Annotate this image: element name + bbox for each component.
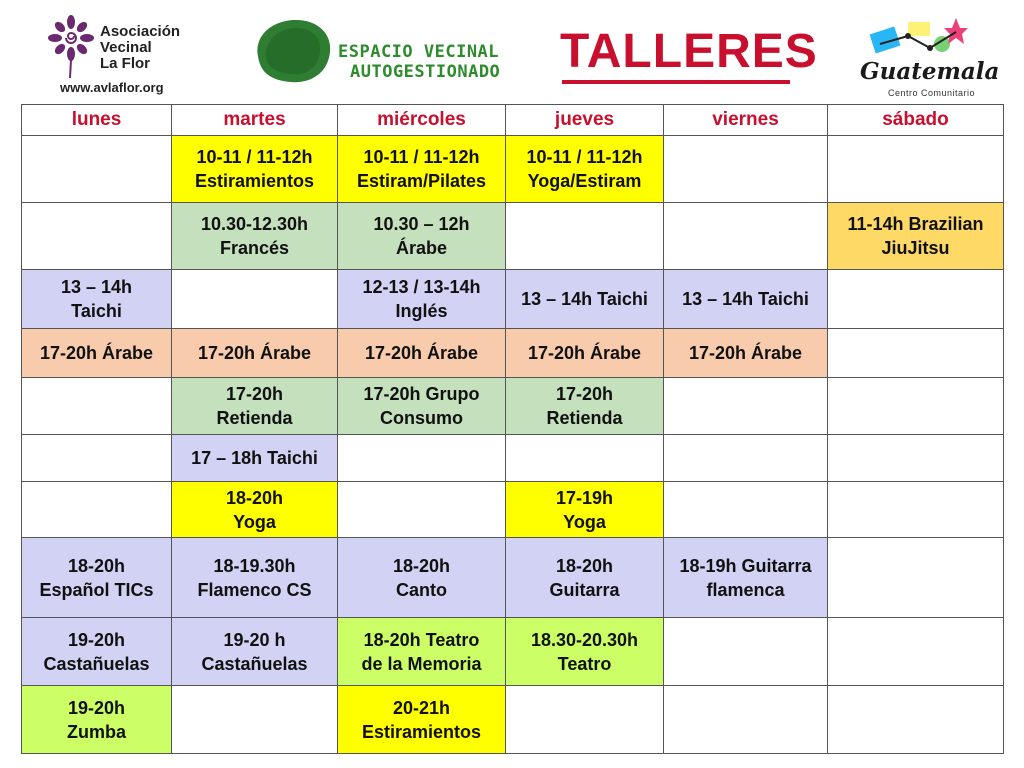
class-slot-label: 17-20h Árabe: [197, 343, 312, 363]
class-slot: [506, 136, 664, 203]
empty-slot: [22, 136, 172, 203]
class-slot: [172, 482, 338, 538]
class-slot: [172, 435, 338, 482]
empty-slot: [828, 482, 1004, 538]
class-slot-label: 19-20h Castañuelas: [43, 629, 150, 674]
day-header: martes: [172, 105, 338, 136]
empty-slot: [828, 270, 1004, 329]
empty-slot: [172, 270, 338, 329]
class-slot: [172, 203, 338, 270]
schedule-row: [22, 378, 1004, 435]
schedule-table: [21, 104, 1004, 754]
empty-slot: [828, 435, 1004, 482]
empty-slot: [506, 686, 664, 754]
empty-slot: [22, 203, 172, 270]
org-name: Asociación Vecinal La Flor: [100, 23, 181, 72]
class-slot: [338, 203, 506, 270]
empty-slot: [22, 378, 172, 435]
espacio-vecinal-logo: [252, 16, 522, 88]
class-slot-label: 17-20h Árabe: [364, 343, 479, 363]
class-slot: [506, 482, 664, 538]
class-slot-label: 13 – 14h Taichi: [60, 277, 133, 321]
class-slot-label: 17 – 18h Taichi: [191, 448, 318, 468]
empty-slot: [338, 482, 506, 538]
class-slot: [338, 618, 506, 686]
space-name-line1: ESPACIO VECINAL: [338, 42, 500, 62]
class-slot-label: 17-19h Yoga: [555, 487, 614, 532]
day-header: lunes: [22, 105, 172, 136]
schedule-row: [22, 538, 1004, 618]
schedule-row: [22, 329, 1004, 378]
empty-slot: [22, 482, 172, 538]
class-slot-label: 18-20h Canto: [392, 555, 451, 600]
class-slot-label: 19-20h Zumba: [66, 697, 126, 742]
class-slot-label: 17-20h Retienda: [216, 384, 293, 428]
empty-slot: [828, 136, 1004, 203]
empty-slot: [22, 435, 172, 482]
class-slot: [506, 538, 664, 618]
empty-slot: [828, 538, 1004, 618]
class-slot-label: 18-20h Español TICs: [39, 555, 154, 600]
class-slot: [664, 329, 828, 378]
day-header: miércoles: [338, 105, 506, 136]
class-slot-label: 17-20h Árabe: [39, 343, 154, 363]
class-slot-label: 18.30-20.30h Teatro: [530, 629, 639, 674]
empty-slot: [506, 203, 664, 270]
class-slot-label: 17-20h Árabe: [527, 343, 642, 363]
schedule-row: [22, 618, 1004, 686]
class-slot: [22, 618, 172, 686]
class-slot-label: 13 – 14h Taichi: [682, 289, 809, 309]
empty-slot: [664, 482, 828, 538]
class-slot: [338, 378, 506, 435]
class-slot-label: 17-20h Árabe: [688, 343, 803, 363]
empty-slot: [664, 203, 828, 270]
class-slot: [172, 378, 338, 435]
class-slot-label: 20-21h Estiramientos: [361, 697, 482, 742]
centre-name: Guatemala: [860, 58, 1000, 85]
class-slot: [338, 686, 506, 754]
class-slot-label: 17-20h Retienda: [546, 384, 623, 428]
class-slot-label: 10-11 / 11-12h Estiram/Pilates: [356, 147, 487, 191]
confetti-shapes-icon: [868, 14, 968, 64]
asociacion-vecinal-logo: [48, 14, 188, 100]
class-slot: [22, 538, 172, 618]
empty-slot: [338, 435, 506, 482]
empty-slot: [506, 435, 664, 482]
class-slot-label: 19-20 h Castañuelas: [201, 629, 308, 674]
day-header: viernes: [664, 105, 828, 136]
class-slot-label: 18-20h Teatro de la Memoria: [361, 629, 482, 674]
class-slot: [664, 270, 828, 329]
empty-slot: [664, 136, 828, 203]
class-slot-label: 18-20h Guitarra: [549, 555, 620, 600]
class-slot-label: 18-20h Yoga: [225, 487, 284, 532]
page-title: TALLERES: [560, 25, 818, 78]
class-slot: [338, 136, 506, 203]
schedule-row: [22, 203, 1004, 270]
schedule-row: [22, 435, 1004, 482]
class-slot: [22, 270, 172, 329]
class-slot: [664, 538, 828, 618]
class-slot-label: 18-19.30h Flamenco CS: [197, 555, 312, 600]
centre-subtitle: Centro Comunitario: [888, 88, 976, 98]
empty-slot: [828, 618, 1004, 686]
class-slot-label: 12-13 / 13-14h Inglés: [362, 277, 481, 321]
class-slot: [22, 686, 172, 754]
org-url: www.avlaflor.org: [60, 80, 164, 95]
day-header-row: [22, 105, 1004, 136]
class-slot: [506, 618, 664, 686]
day-header: jueves: [506, 105, 664, 136]
class-slot: [172, 136, 338, 203]
class-slot: [172, 618, 338, 686]
empty-slot: [664, 435, 828, 482]
class-slot-label: 10.30 – 12h Árabe: [373, 214, 470, 258]
empty-slot: [828, 329, 1004, 378]
class-slot: [338, 538, 506, 618]
class-slot: [338, 329, 506, 378]
class-slot: [506, 329, 664, 378]
empty-slot: [664, 686, 828, 754]
class-slot-label: 10-11 / 11-12h Estiramientos: [194, 147, 315, 191]
empty-slot: [172, 686, 338, 754]
class-slot-label: 11-14h Brazilian JiuJitsu: [847, 214, 984, 258]
title-underline: [562, 80, 790, 84]
guatemala-centre-logo: [860, 14, 1000, 100]
class-slot-label: 17-20h Grupo Consumo: [363, 384, 480, 428]
class-slot: [506, 378, 664, 435]
space-name-line2: AUTOGESTIONADO: [350, 62, 501, 82]
empty-slot: [828, 378, 1004, 435]
class-slot: [338, 270, 506, 329]
page-header: [0, 0, 1024, 104]
class-slot-label: 13 – 14h Taichi: [521, 289, 648, 309]
class-slot: [506, 270, 664, 329]
class-slot: [172, 329, 338, 378]
schedule-row: [22, 136, 1004, 203]
schedule-row: [22, 482, 1004, 538]
empty-slot: [664, 378, 828, 435]
leaf-blob-icon: [252, 16, 334, 86]
schedule-row: [22, 686, 1004, 754]
class-slot-label: 10-11 / 11-12h Yoga/Estiram: [526, 147, 643, 191]
flower-icon: [48, 14, 94, 78]
class-slot-label: 10.30-12.30h Francés: [200, 214, 309, 258]
day-header: sábado: [828, 105, 1004, 136]
empty-slot: [664, 618, 828, 686]
schedule-row: [22, 270, 1004, 329]
class-slot: [172, 538, 338, 618]
class-slot-label: 18-19h Guitarra flamenca: [679, 555, 812, 600]
class-slot: [22, 329, 172, 378]
class-slot: [828, 203, 1004, 270]
empty-slot: [828, 686, 1004, 754]
